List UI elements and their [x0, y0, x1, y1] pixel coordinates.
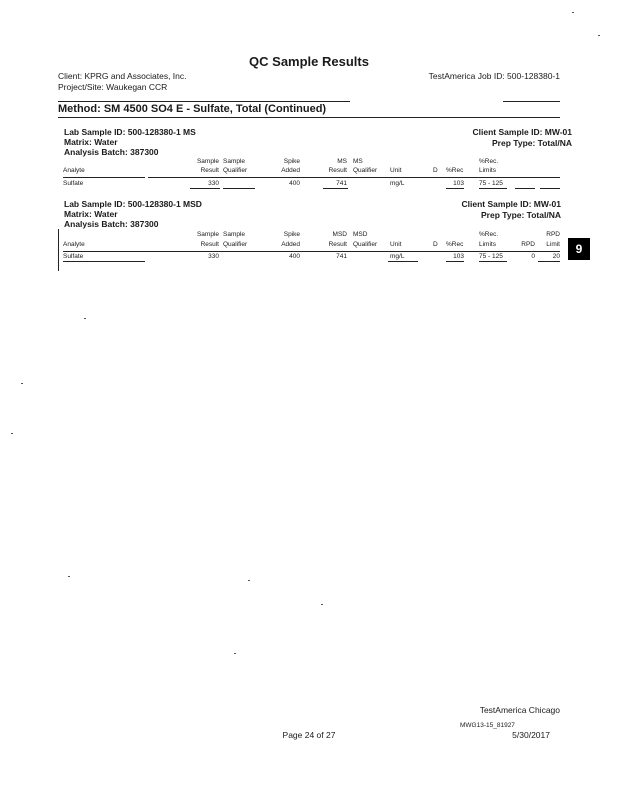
col-sample-result: Sample [196, 158, 219, 165]
col-ms-result: Result [328, 167, 347, 174]
sample-result-cell: 330 [208, 180, 219, 187]
prep-type: Prep Type: Total/NA [492, 138, 572, 148]
col-d: D [433, 167, 438, 174]
row-rule [223, 188, 255, 189]
method-underline [58, 117, 400, 118]
footer-page: Page 24 of 27 [282, 730, 336, 740]
scan-speck [248, 580, 250, 581]
client-sample-id: Client Sample ID: MW-01 [461, 199, 561, 209]
col-sample-result: Result [200, 167, 219, 174]
margin-bar [58, 229, 59, 271]
scan-speck [21, 383, 23, 384]
col-analyte: Analyte [63, 241, 85, 248]
col-limits: %Rec. [479, 158, 499, 165]
row-rule [479, 188, 507, 189]
col-msd-qualifier: Qualifier [353, 241, 378, 248]
divider [58, 101, 350, 102]
analyte-cell: Sulfate [63, 180, 84, 187]
msd-result-cell: 741 [336, 253, 347, 260]
row-rule [538, 261, 560, 262]
footer-lab: TestAmerica Chicago [479, 705, 560, 715]
matrix: Matrix: Water [64, 137, 118, 147]
spike-added-cell: 400 [289, 180, 300, 187]
scan-speck [234, 653, 236, 654]
col-msd-result: MSD [332, 231, 347, 238]
ms-result-cell: 741 [336, 180, 347, 187]
rpd-cell: 0 [531, 253, 535, 260]
col-ms-qualifier: Qualifier [353, 167, 378, 174]
col-rpd-limit: Limit [546, 241, 560, 248]
limits-cell: 75 - 125 [479, 253, 503, 260]
analysis-batch: Analysis Batch: 387300 [64, 147, 159, 157]
row-rule [515, 188, 535, 189]
page-title: QC Sample Results [249, 54, 369, 69]
row-rule [388, 261, 418, 262]
scan-speck [11, 433, 13, 434]
row-rule [479, 261, 507, 262]
header-rule [63, 251, 560, 252]
col-spike-added: Spike [283, 231, 300, 238]
col-limits: Limits [479, 241, 496, 248]
col-unit: Unit [390, 241, 402, 248]
col-sample-result: Result [200, 241, 219, 248]
row-rule [323, 188, 348, 189]
col-unit: Unit [390, 167, 402, 174]
col-ms-result: MS [337, 158, 347, 165]
row-rule [63, 261, 145, 262]
col-msd-qualifier: MSD [353, 231, 368, 238]
row-rule [540, 188, 560, 189]
job-id: TestAmerica Job ID: 500-128380-1 [428, 71, 560, 81]
col-sample-qualifier: Qualifier [223, 241, 248, 248]
client-sample-id: Client Sample ID: MW-01 [472, 127, 572, 137]
lab-sample-id: Lab Sample ID: 500-128380-1 MSD [64, 199, 202, 209]
scan-speck [321, 604, 323, 605]
row-rule [446, 261, 464, 262]
rpd-limit-cell: 20 [552, 253, 560, 260]
col-sample-result: Sample [196, 231, 219, 238]
col-msd-result: Result [328, 241, 347, 248]
project-site: Project/Site: Waukegan CCR [58, 82, 168, 92]
col-limits: Limits [479, 167, 496, 174]
rec-cell: 103 [453, 180, 464, 187]
analysis-batch: Analysis Batch: 387300 [64, 219, 159, 229]
col-spike-added: Added [281, 241, 300, 248]
matrix: Matrix: Water [64, 209, 118, 219]
row-rule [190, 188, 220, 189]
scan-speck [68, 576, 70, 577]
row-rule [446, 188, 464, 189]
sample-result-cell: 330 [208, 253, 219, 260]
spike-added-cell: 400 [289, 253, 300, 260]
col-rec: %Rec [446, 167, 464, 174]
col-sample-qualifier: Sample [223, 158, 246, 165]
col-ms-qualifier: MS [353, 158, 363, 165]
col-sample-qualifier: Sample [223, 231, 246, 238]
footer-date: 5/30/2017 [512, 730, 550, 740]
col-analyte: Analyte [63, 167, 85, 174]
scan-speck [598, 35, 600, 36]
scan-speck [572, 12, 574, 13]
scan-speck [84, 318, 86, 319]
col-sample-qualifier: Qualifier [223, 167, 248, 174]
col-rec: %Rec [446, 241, 464, 248]
method-underline [400, 117, 560, 118]
col-spike-added: Added [281, 167, 300, 174]
rec-cell: 103 [453, 253, 464, 260]
col-d: D [433, 241, 438, 248]
col-spike-added: Spike [283, 158, 300, 165]
unit-cell: mg/L [390, 253, 405, 260]
col-rpd: RPD [521, 241, 535, 248]
col-rpd-limit: RPD [546, 231, 560, 238]
header-rule [63, 177, 145, 178]
col-limits: %Rec. [479, 231, 499, 238]
client-name: Client: KPRG and Associates, Inc. [58, 71, 187, 81]
method-title: Method: SM 4500 SO4 E - Sulfate, Total (Continued) [58, 103, 327, 115]
header-rule [148, 177, 560, 178]
divider [503, 101, 560, 102]
section-tab: 9 [568, 238, 590, 260]
prep-type: Prep Type: Total/NA [481, 210, 561, 220]
footer-doc-id: MWG13-15_81927 [460, 722, 515, 729]
analyte-cell: Sulfate [63, 253, 84, 260]
lab-sample-id: Lab Sample ID: 500-128380-1 MS [64, 127, 196, 137]
limits-cell: 75 - 125 [479, 180, 503, 187]
unit-cell: mg/L [390, 180, 405, 187]
